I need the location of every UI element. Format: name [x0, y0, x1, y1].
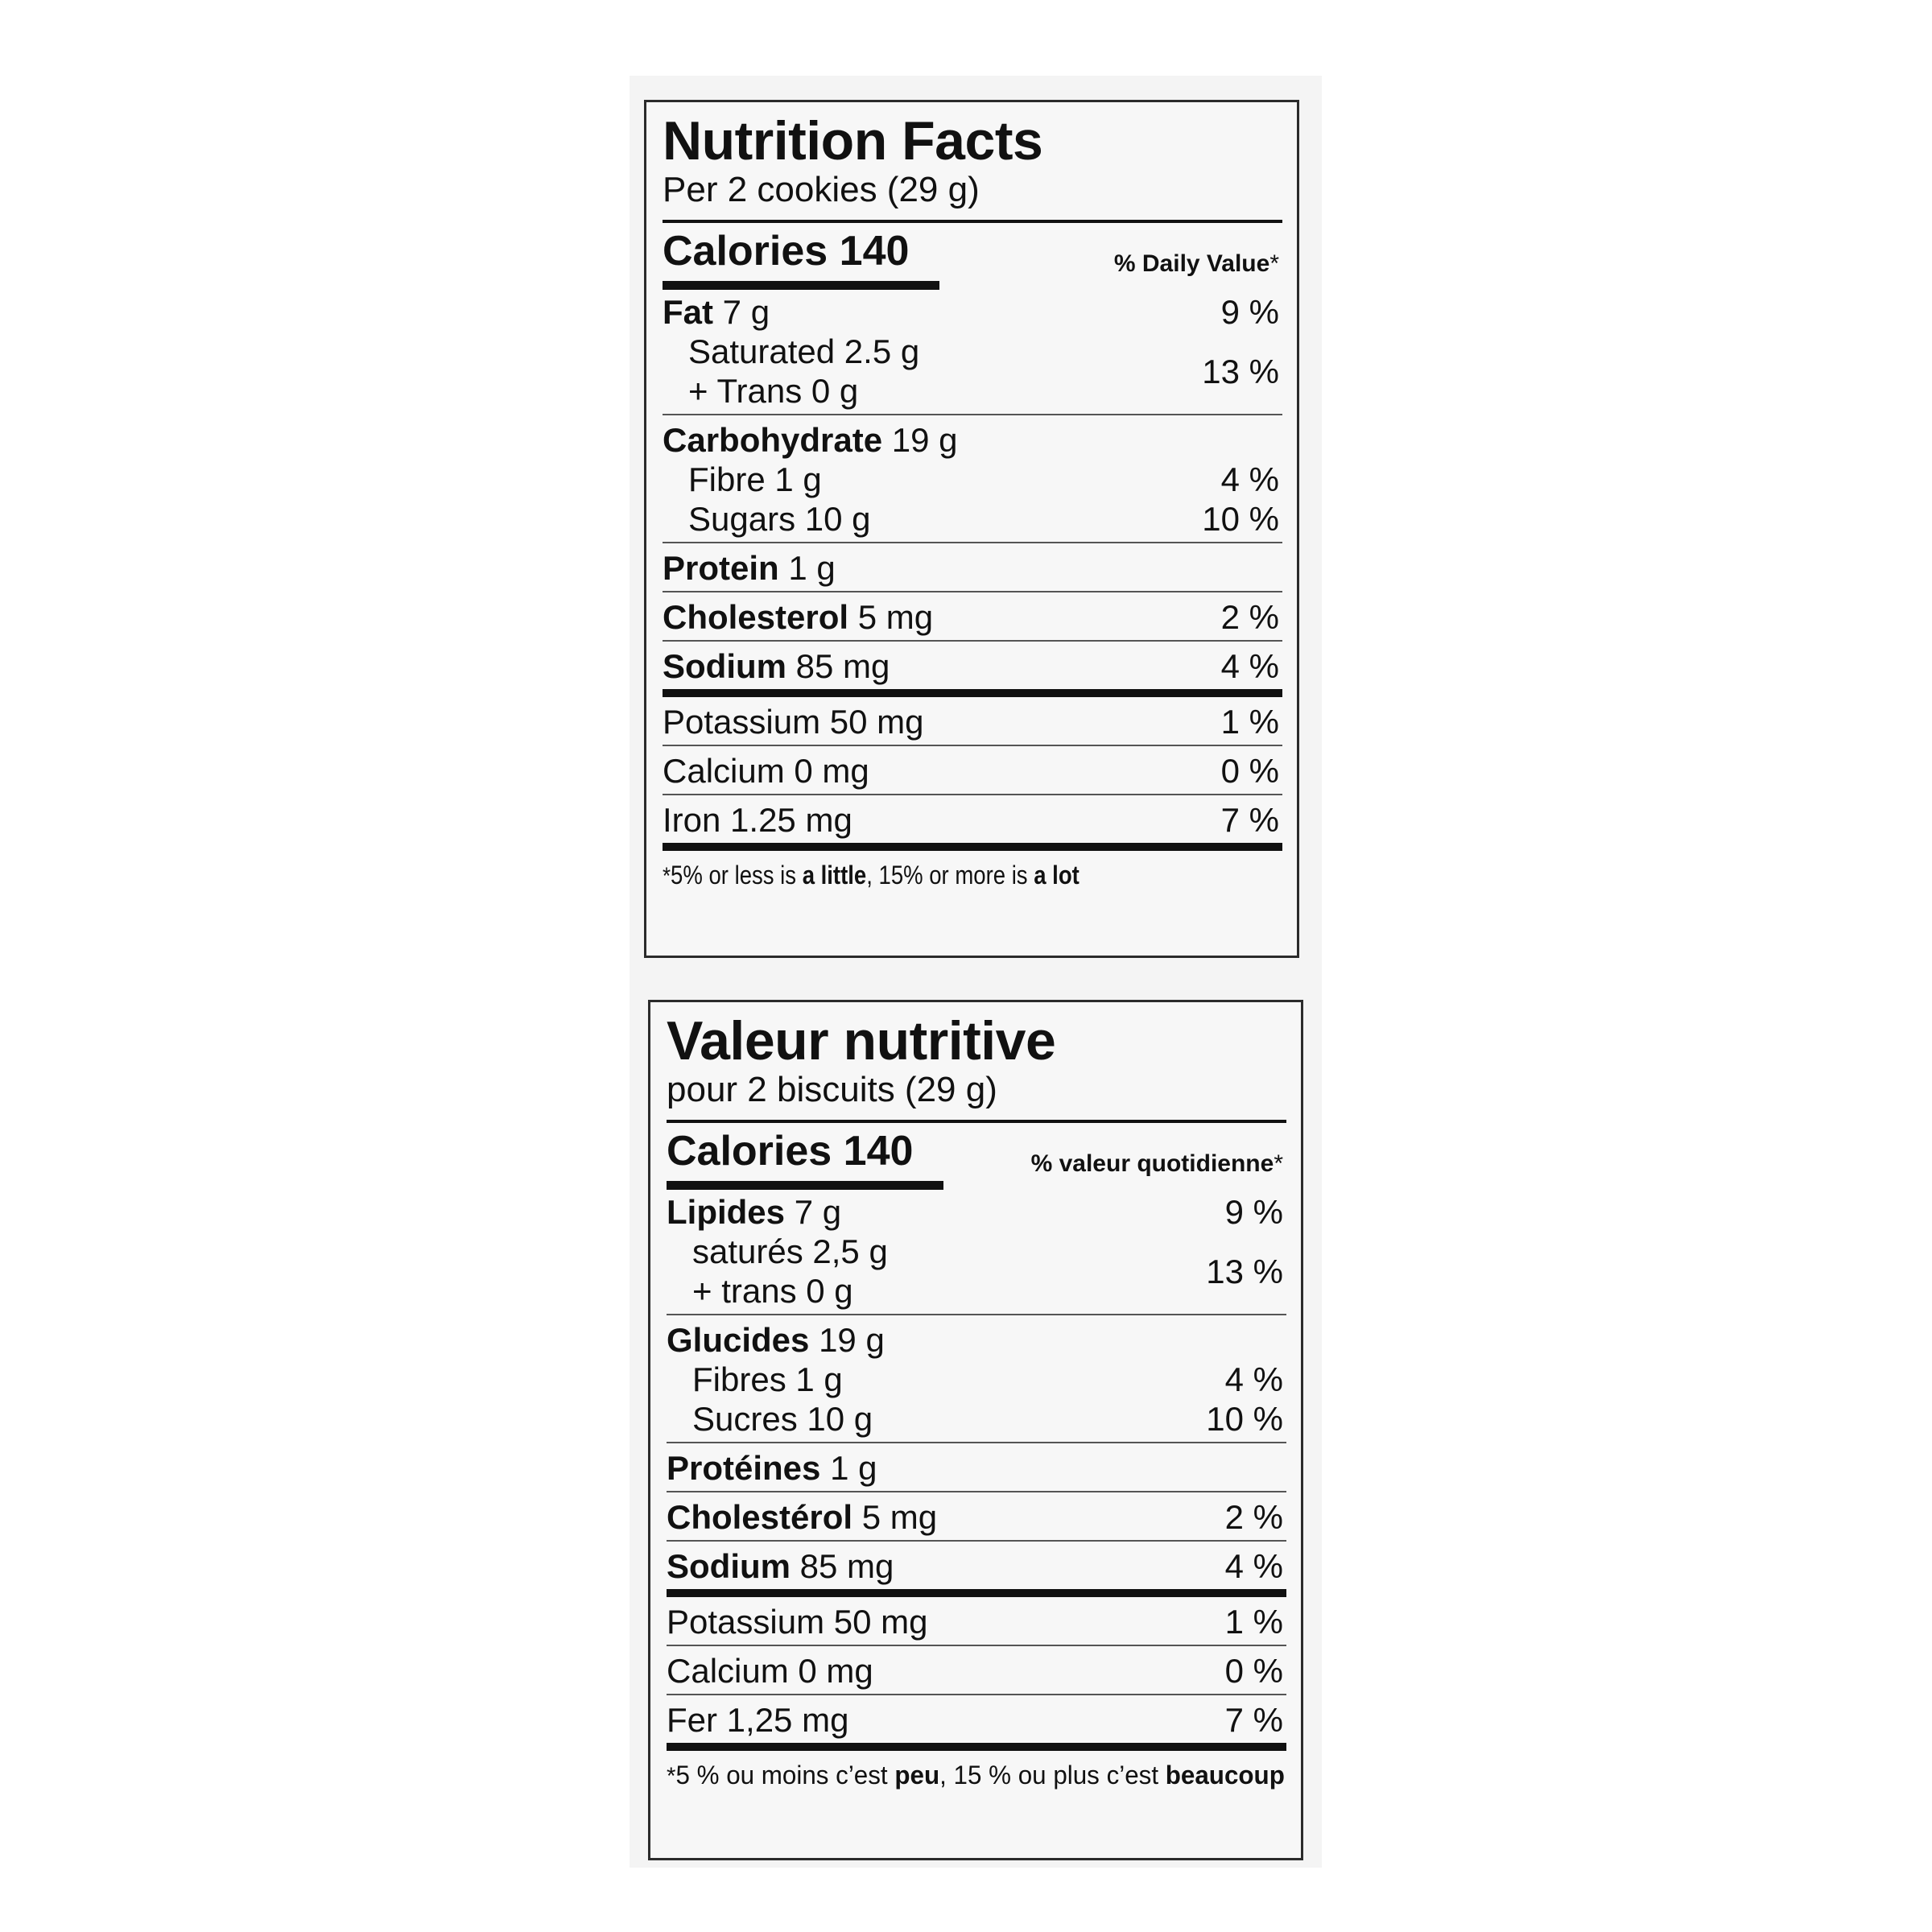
iron-name: Iron 1.25 mg [663, 801, 852, 839]
calcium-group [667, 1646, 1286, 1695]
protein-amount: 1 g [788, 549, 836, 587]
fat-row [667, 1192, 1286, 1232]
label-title: Valeur nutritive [667, 1010, 1056, 1071]
sugars-row [667, 1399, 1286, 1439]
iron-pct: 7 % [1224, 1701, 1283, 1739]
sodium-pct: 4 % [1220, 647, 1279, 685]
fibre-pct: 4 % [1224, 1360, 1283, 1398]
sodium-name: Sodium [667, 1547, 791, 1585]
label-title: Nutrition Facts [663, 110, 1043, 171]
potassium-pct: 1 % [1224, 1603, 1283, 1641]
sodium-group [667, 1542, 1286, 1597]
fibre-name: Fibre 1 g [688, 460, 822, 498]
fibre-pct: 4 % [1220, 460, 1279, 498]
calories-label: Calories 140 [667, 1128, 914, 1174]
fat-pct: 9 % [1224, 1193, 1283, 1231]
sodium-amount: 85 mg [795, 647, 890, 685]
protein-name: Protein [663, 549, 779, 587]
fat-amount: 7 g [722, 293, 770, 331]
sodium-row [663, 646, 1282, 686]
footnote: *5 % ou moins c’est peu, 15 % ou plus c’est beaucoup [667, 1761, 1285, 1790]
sugars-name: Sugars 10 g [688, 500, 871, 538]
fibre-row [663, 460, 1282, 499]
carbohydrate-row [663, 420, 1282, 460]
potassium-row [663, 702, 1282, 741]
fibre-name: Fibres 1 g [692, 1360, 843, 1398]
sugars-row [663, 499, 1282, 539]
protein-group [667, 1443, 1286, 1492]
calories-row [667, 1123, 1286, 1187]
sodium-name: Sodium [663, 647, 786, 685]
footnote-bold-2: a lot [1034, 861, 1080, 890]
carbohydrate-row [667, 1320, 1286, 1360]
potassium-pct: 1 % [1220, 703, 1279, 741]
protein-row [667, 1448, 1286, 1488]
potassium-name: Potassium 50 mg [667, 1603, 928, 1641]
footnote: *5% or less is a little, 15% or more is a lot [663, 861, 1080, 890]
daily-value-header-text: % valeur quotidienne [1030, 1150, 1274, 1177]
cholesterol-row [663, 597, 1282, 637]
cholesterol-amount: 5 mg [861, 1498, 938, 1536]
fat-row [663, 292, 1282, 332]
footnote-text-1: 5% or less is [671, 861, 803, 890]
footnote-bold-1: a little [802, 861, 867, 890]
sugars-pct: 10 % [1202, 500, 1279, 538]
iron-name: Fer 1,25 mg [667, 1701, 849, 1739]
saturated-trans-row [667, 1232, 1286, 1311]
sugars-name: Sucres 10 g [692, 1400, 873, 1438]
trans-fat: + Trans 0 g [688, 372, 859, 410]
footnote-bold-1: peu [894, 1761, 940, 1790]
protein-row [663, 548, 1282, 588]
sodium-amount: 85 mg [799, 1547, 894, 1585]
sodium-pct: 4 % [1224, 1547, 1283, 1585]
calcium-row [663, 751, 1282, 791]
saturated-trans-row [663, 332, 1282, 411]
cholesterol-group [663, 592, 1282, 642]
nutrition-facts-label-english [644, 100, 1299, 958]
cholesterol-row [667, 1497, 1286, 1537]
iron-group [667, 1695, 1286, 1751]
sodium-row [667, 1546, 1286, 1586]
calories-row [663, 223, 1282, 287]
daily-value-header: % valeur quotidienne* [1030, 1150, 1283, 1177]
cholesterol-name: Cholesterol [663, 598, 849, 636]
fat-name: Fat [663, 293, 713, 331]
daily-value-header-text: % Daily Value [1113, 250, 1270, 277]
saturated-fat: saturés 2,5 g [692, 1232, 888, 1270]
calories-underline [667, 1181, 943, 1190]
carbohydrate-group [663, 415, 1282, 543]
footnote-text-2: , 15% or more is [866, 861, 1034, 890]
fat-pct: 9 % [1220, 293, 1279, 331]
protein-group [663, 543, 1282, 592]
carbohydrate-name: Carbohydrate [663, 421, 883, 459]
serving-size: pour 2 biscuits (29 g) [667, 1070, 1286, 1123]
cholesterol-pct: 2 % [1224, 1498, 1283, 1536]
saturated-trans-pct: 13 % [1202, 352, 1279, 390]
fat-name: Lipides [667, 1193, 786, 1231]
fibre-row [667, 1360, 1286, 1399]
iron-group [663, 795, 1282, 851]
footnote-text-2: , 15 % ou plus c’est [939, 1761, 1166, 1790]
fat-group [663, 287, 1282, 415]
saturated-trans-pct: 13 % [1206, 1252, 1283, 1290]
calories-underline [663, 281, 939, 290]
potassium-group [663, 697, 1282, 746]
carbohydrate-group [667, 1315, 1286, 1443]
potassium-name: Potassium 50 mg [663, 703, 924, 741]
calcium-group [663, 746, 1282, 795]
sugars-pct: 10 % [1206, 1400, 1283, 1438]
fat-amount: 7 g [794, 1193, 842, 1231]
calcium-pct: 0 % [1224, 1652, 1283, 1690]
calories-label: Calories 140 [663, 228, 910, 275]
serving-size: Per 2 cookies (29 g) [663, 170, 1282, 223]
protein-name: Protéines [667, 1449, 821, 1487]
sodium-group [663, 642, 1282, 697]
daily-value-header: % Daily Value* [1113, 250, 1279, 277]
potassium-row [667, 1602, 1286, 1641]
carbohydrate-name: Glucides [667, 1321, 810, 1359]
protein-amount: 1 g [830, 1449, 877, 1487]
trans-fat: + trans 0 g [692, 1272, 853, 1310]
cholesterol-name: Cholestérol [667, 1498, 853, 1536]
footnote-text-1: 5 % ou moins c’est [675, 1761, 895, 1790]
iron-row [667, 1700, 1286, 1740]
calcium-pct: 0 % [1220, 752, 1279, 790]
footnote-bold-2: beaucoup [1165, 1761, 1285, 1790]
carbohydrate-amount: 19 g [819, 1321, 885, 1359]
potassium-group [667, 1597, 1286, 1646]
cholesterol-amount: 5 mg [857, 598, 934, 636]
calcium-name: Calcium 0 mg [663, 752, 869, 790]
iron-pct: 7 % [1220, 801, 1279, 839]
cholesterol-pct: 2 % [1220, 598, 1279, 636]
carbohydrate-amount: 19 g [891, 421, 958, 459]
nutrition-facts-label-french [648, 1000, 1303, 1860]
calcium-name: Calcium 0 mg [667, 1652, 873, 1690]
calcium-row [667, 1651, 1286, 1690]
fat-group [667, 1187, 1286, 1315]
cholesterol-group [667, 1492, 1286, 1542]
saturated-fat: Saturated 2.5 g [688, 332, 920, 370]
iron-row [663, 800, 1282, 840]
